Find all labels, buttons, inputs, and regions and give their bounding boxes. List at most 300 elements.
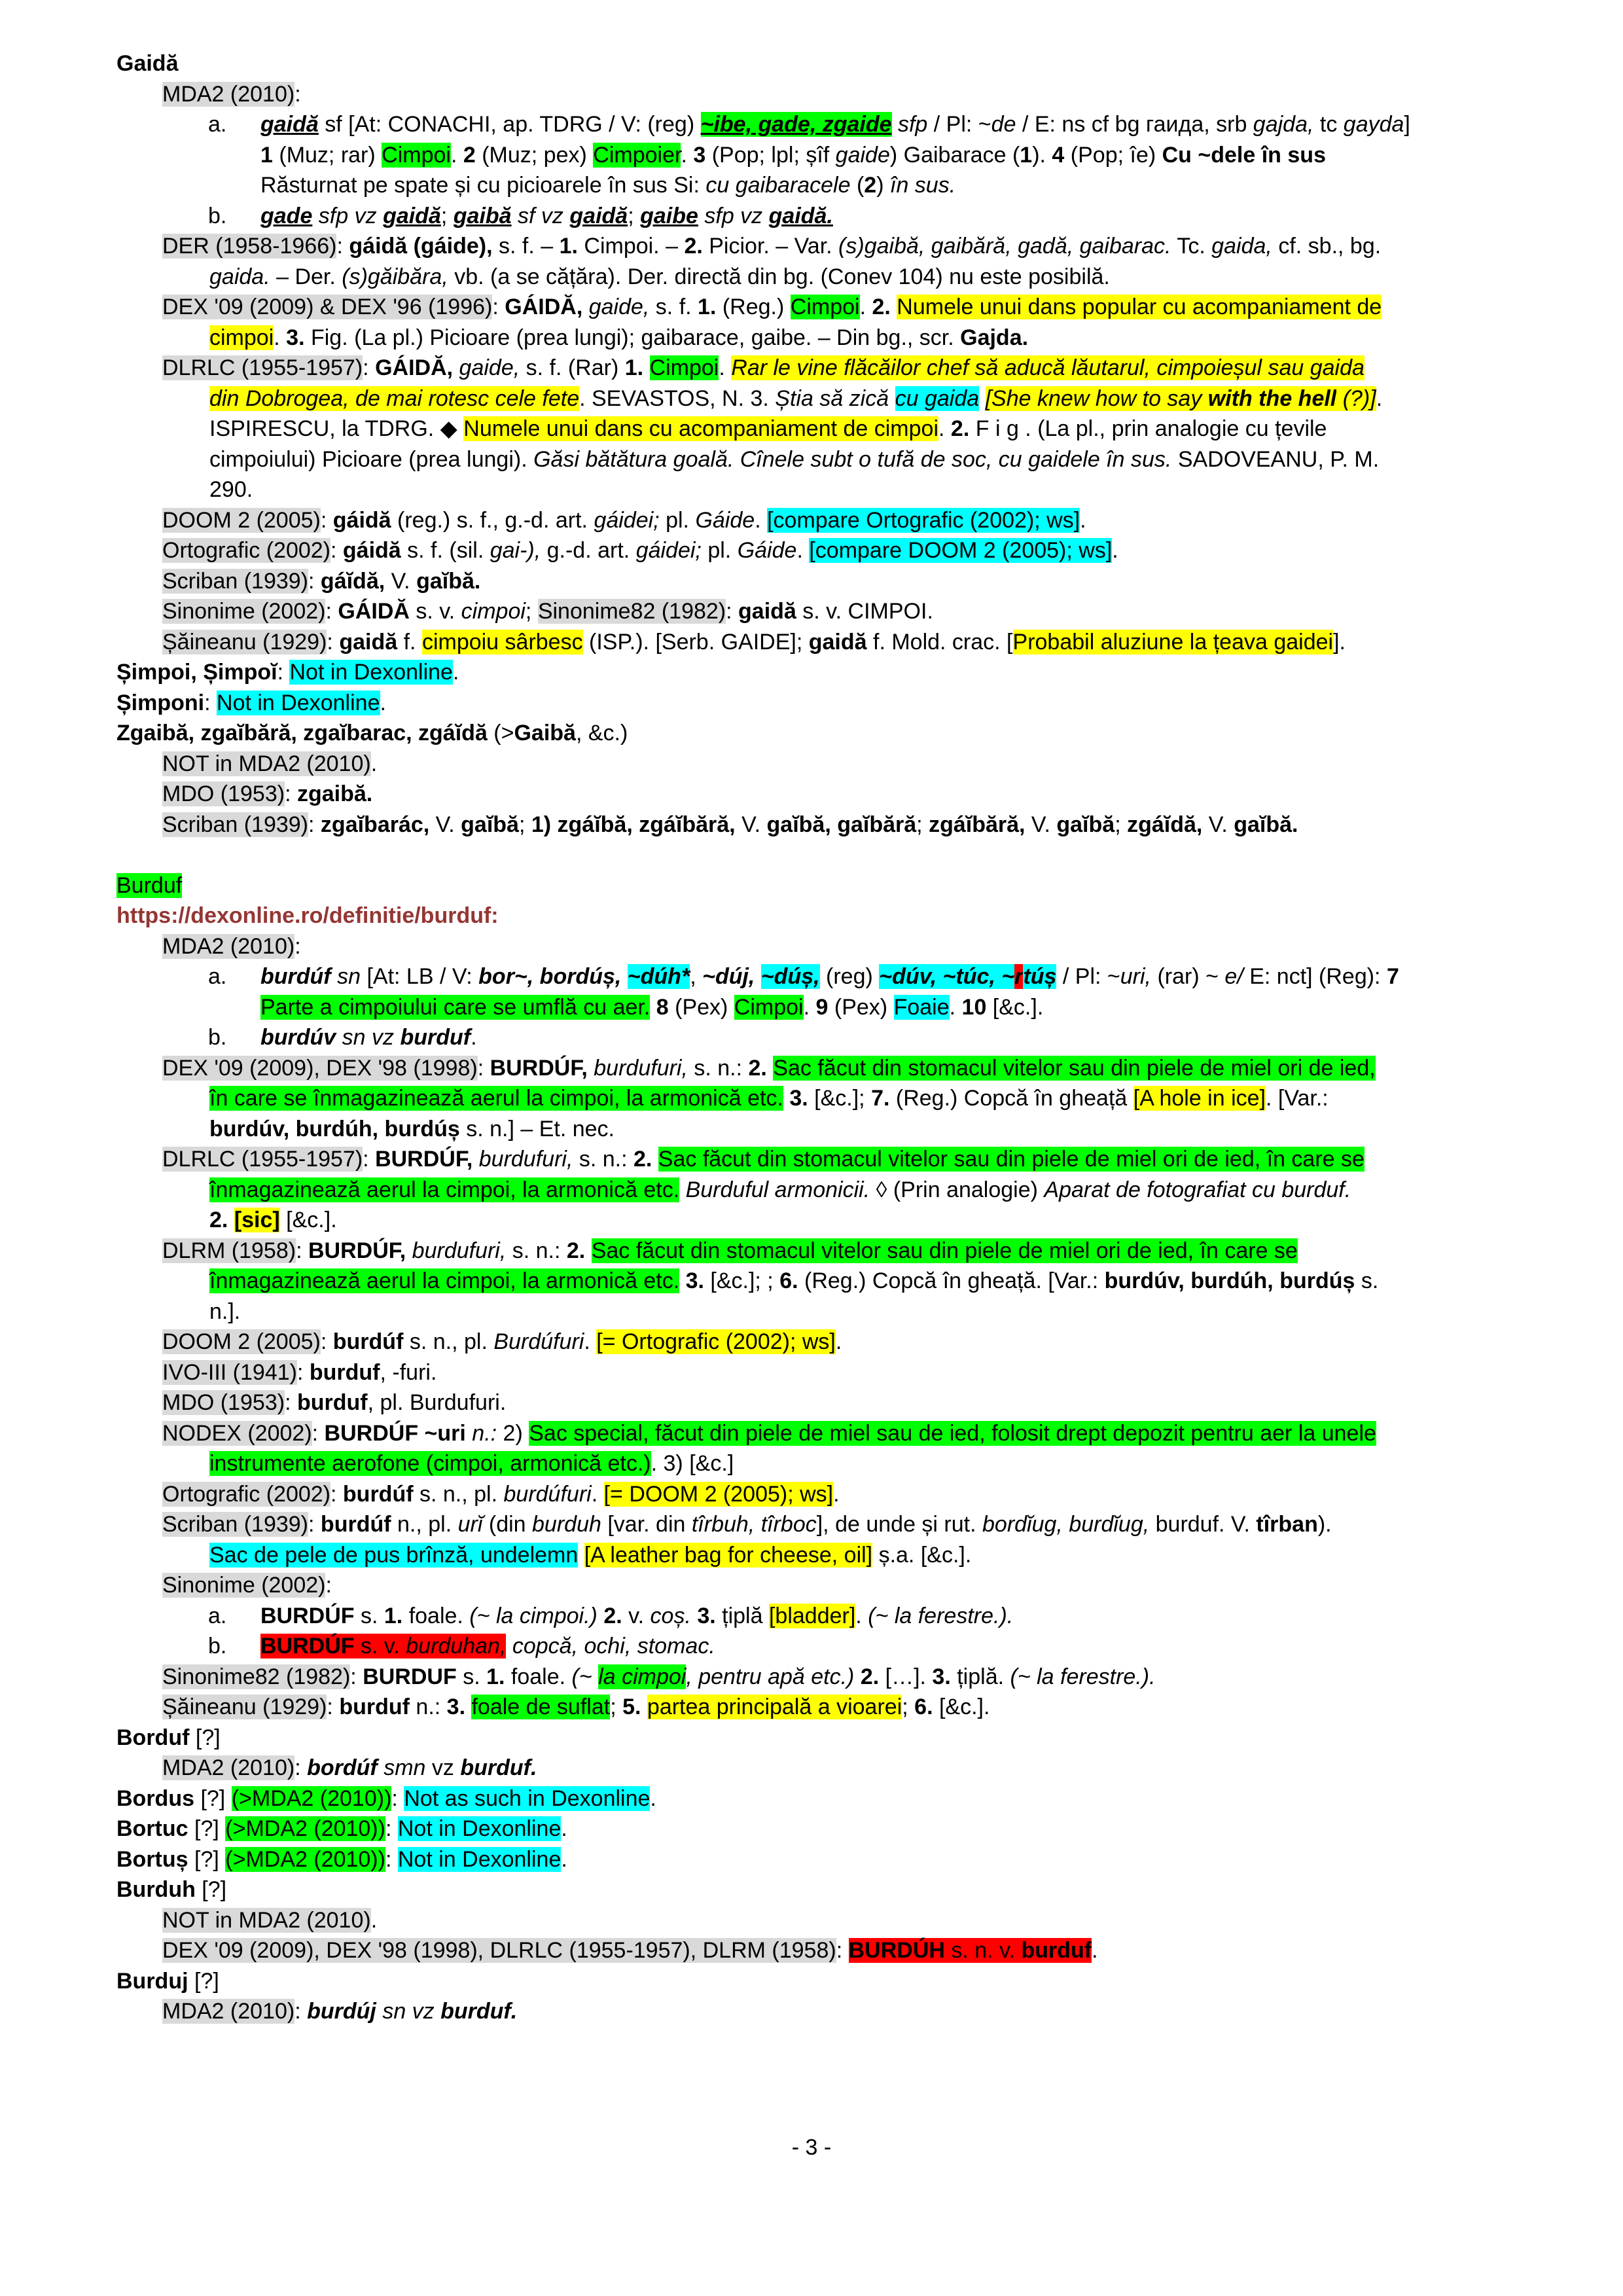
text-run: 2. — [684, 234, 703, 259]
text-run: înmagazinează aerul la cimpoi, la armonică etc. — [209, 1268, 680, 1293]
text-run: foale. — [402, 1603, 470, 1628]
text-run: burduf — [1021, 1938, 1092, 1963]
text-run: [var. din — [601, 1512, 692, 1537]
text-run: s. n., pl. — [413, 1481, 504, 1507]
text-run: : — [294, 1755, 308, 1780]
text-run: 9 — [815, 994, 829, 1020]
text-run: 3. — [789, 1086, 808, 1111]
text-run: ] — [1404, 112, 1410, 137]
text-run: gaibe — [640, 203, 698, 228]
text-run: : — [294, 933, 301, 959]
text-run: , pentru apă etc.) — [686, 1664, 855, 1689]
text-run: : — [363, 1147, 376, 1172]
text-run: E: nct] (Reg): — [1243, 964, 1387, 989]
text-run: țiplă — [715, 1603, 769, 1628]
text-run: ~túc, ~ — [942, 964, 1015, 989]
text-run: / Pl: ~ — [927, 112, 991, 137]
source-line — [116, 627, 1556, 658]
text-run: 10 — [961, 994, 987, 1020]
text-run: gáidă — [342, 538, 401, 563]
text-run: ; — [1115, 812, 1128, 837]
text-run: . — [755, 507, 768, 533]
text-run: burdufuri, — [478, 1147, 573, 1172]
text-run: (>MDA2 (2010)) — [231, 1785, 392, 1811]
list-item — [116, 1631, 1556, 1662]
text-run: sfp — [891, 112, 928, 137]
text-run: sn — [330, 964, 361, 989]
text-run: 1. — [698, 295, 717, 319]
text-run: gaĭbă. — [1234, 812, 1298, 837]
text-run: bordúf — [307, 1755, 378, 1780]
text-run: Sac făcut din stomacul vitelor sau din piele de miel ori de ied, — [773, 1055, 1376, 1081]
text-run: . — [938, 416, 951, 441]
text-run: (s)gaibă, gaibără, gadă, gaibarac. — [838, 234, 1171, 259]
text-run: Parte a cimpoiului care se umflă cu aer. — [260, 994, 651, 1020]
text-run: sfp vz — [698, 203, 769, 228]
text-run: (~ la cimpoi.) — [469, 1603, 597, 1628]
source-line — [116, 596, 1556, 627]
source-line — [116, 1418, 1556, 1449]
text-run: BURDÚF — [260, 1634, 355, 1659]
text-run: , — [690, 964, 703, 989]
text-run: v. — [622, 1603, 651, 1628]
text-run: s. f. (Rar) — [520, 355, 625, 380]
source-line — [116, 779, 1556, 810]
text-run: BURDUF — [363, 1664, 457, 1689]
text-run: sfp vz — [312, 203, 383, 228]
text-run: : — [385, 1816, 398, 1841]
text-run: : — [363, 355, 376, 380]
text-run: (rar) ~ — [1151, 964, 1225, 989]
text-run: V. — [429, 812, 461, 837]
entry-heading — [116, 1723, 1556, 1753]
text-run: ISPIRESCU, la TDRG. ◆ — [209, 416, 464, 441]
text-run: ; — [628, 203, 641, 228]
source-line — [116, 1662, 1556, 1693]
continuation-line — [116, 170, 1556, 201]
source-line — [116, 810, 1556, 840]
continuation-line — [116, 1448, 1556, 1479]
text-run: burdúv — [260, 1025, 336, 1050]
text-run — [578, 1543, 584, 1568]
text-run: Bordus — [116, 1785, 194, 1811]
text-run: . — [855, 1603, 868, 1628]
source-line — [116, 231, 1556, 262]
source-line — [116, 353, 1556, 384]
text-run: Șăineanu (1929) — [162, 1695, 327, 1719]
text-run: tîrbuh, tîrboc — [691, 1512, 817, 1537]
continuation-line — [116, 1175, 1556, 1206]
source-line — [116, 1327, 1556, 1357]
text-run: . — [370, 1907, 378, 1933]
text-run — [691, 1604, 697, 1628]
entry-heading — [116, 657, 1556, 688]
text-run: 2 — [463, 142, 476, 168]
text-run: gaida, — [1211, 234, 1272, 259]
text-run: GÁIDĂ — [338, 599, 410, 624]
text-run: [A hole in ice] — [1133, 1086, 1266, 1111]
text-run — [652, 1147, 658, 1172]
text-run: : — [836, 1938, 849, 1963]
text-run: ; — [518, 812, 531, 837]
text-run: (Pex) — [668, 994, 734, 1020]
text-run: cimpoiului) Picioare (prea lungi). — [209, 446, 534, 472]
text-run: 3 — [693, 142, 706, 168]
text-run: : — [330, 1481, 343, 1507]
entry-heading — [116, 870, 1556, 901]
text-run: . — [380, 690, 386, 715]
text-run — [891, 295, 897, 319]
text-run: ~ibe, gade, zgaide — [700, 112, 892, 137]
text-run: ]. — [1333, 629, 1346, 655]
text-run: DLRLC (1955-1957) — [162, 355, 363, 380]
continuation-line — [116, 414, 1556, 444]
text-run: 3. — [697, 1603, 716, 1628]
text-run: pl. — [659, 507, 696, 533]
text-run: with the hell — [1207, 386, 1337, 411]
text-run: MDA2 (2010) — [162, 81, 295, 107]
text-run: înmagazinează aerul la cimpoi, la armonică etc. — [209, 1177, 680, 1202]
text-run: burduf — [309, 1359, 380, 1385]
text-run: Gaibă — [514, 721, 576, 745]
text-run — [582, 295, 588, 319]
text-run: gaidă — [383, 203, 441, 228]
text-run — [650, 995, 656, 1020]
text-run: gaĭbă. — [416, 568, 481, 594]
text-run: (Pop; îe) — [1064, 142, 1162, 168]
text-run: 2 — [864, 173, 877, 198]
text-run: 1. — [486, 1664, 505, 1689]
text-run: burdúv, burdúh, burdúș — [1104, 1268, 1355, 1293]
text-run: s. v. — [354, 1634, 406, 1659]
text-run: . — [1376, 386, 1383, 411]
text-run: de — [991, 112, 1016, 137]
text-run: BURDÚF, — [308, 1238, 406, 1263]
text-run — [585, 1238, 591, 1263]
text-run: . — [561, 1846, 567, 1872]
text-run: burdúv, burdúh, burdúș — [209, 1116, 460, 1141]
text-run: s. n., pl. — [403, 1329, 494, 1354]
text-run: gaida. — [209, 264, 270, 289]
text-run: burduh — [532, 1512, 601, 1537]
document-page — [116, 48, 1556, 2027]
continuation-line — [116, 323, 1556, 353]
text-run — [679, 1177, 685, 1202]
dexonline-link[interactable] — [116, 901, 1556, 931]
source-line — [116, 1753, 1556, 1784]
text-run: zgáĭdă, — [1127, 812, 1203, 837]
text-run: : — [296, 1238, 308, 1263]
text-run: [compare Ortografic (2002); ws] — [767, 507, 1080, 533]
text-run: sf — [318, 112, 349, 137]
continuation-line — [116, 140, 1556, 171]
text-run: coș. — [650, 1603, 691, 1628]
source-line — [116, 1479, 1556, 1510]
text-run: [&c.]. — [933, 1695, 990, 1719]
text-run: Gáide — [737, 538, 797, 563]
text-run: gáidei; — [635, 538, 702, 563]
text-run: : — [204, 690, 217, 715]
text-run: n.: — [472, 1420, 497, 1446]
text-run: gade — [260, 203, 313, 228]
text-run: . — [1092, 1938, 1098, 1963]
text-run: la cimpoi — [598, 1664, 687, 1689]
text-run: . — [1080, 507, 1086, 533]
text-run: [?] — [188, 1846, 226, 1872]
text-run: DER (1958-1966) — [162, 234, 337, 259]
continuation-line — [116, 384, 1556, 414]
text-run: 6. — [914, 1695, 933, 1719]
text-run: . — [650, 1785, 656, 1811]
text-run: : — [492, 295, 505, 319]
text-run: . — [833, 1481, 840, 1507]
text-run: BURDÚF, — [490, 1055, 588, 1081]
text-run: 1. — [559, 234, 578, 259]
text-run: s. — [456, 1664, 487, 1689]
text-run: : — [308, 1512, 321, 1537]
text-run: 1 — [1020, 142, 1033, 168]
text-run: zgaibă. — [296, 781, 373, 806]
text-run: Bortuc — [116, 1816, 188, 1841]
text-run: [A leather bag for cheese, oil] — [584, 1542, 873, 1568]
text-run: tc — [1313, 112, 1344, 137]
text-run: s. n.: — [687, 1055, 749, 1081]
text-run: 1. — [624, 355, 644, 380]
text-run: : — [327, 1695, 340, 1719]
text-run: ~dúj, — [702, 964, 761, 989]
text-run: : — [385, 1846, 398, 1872]
text-run: gajda, — [1253, 112, 1314, 137]
text-run: . 3) [&c.] — [651, 1451, 734, 1476]
text-run: ). — [1032, 142, 1052, 168]
text-run: cu gaida — [895, 386, 980, 411]
text-run: Șimpoi, Șimpoĭ — [116, 660, 277, 685]
text-run: / E: ns cf bg гаида, srb — [1016, 112, 1253, 137]
text-run: 7 — [1386, 964, 1399, 989]
text-run: DOOM 2 (2005) — [162, 507, 321, 533]
text-run: : — [477, 1055, 490, 1081]
text-run: burduf. V. — [1149, 1512, 1257, 1537]
text-run: burdúj — [307, 1999, 376, 2024]
continuation-line — [116, 1266, 1556, 1297]
source-line — [116, 566, 1556, 597]
text-run: 2) — [497, 1420, 529, 1446]
text-run: Rar le vine flăcăilor chef să aducă lăutarul, cimpoieșul sau gaida — [731, 355, 1364, 380]
text-run: (Muz; pex) — [475, 142, 594, 168]
text-run: gáidă — [332, 507, 391, 533]
text-run: cf. sb., bg. — [1272, 234, 1382, 259]
text-run: Sinonime82 (1982) — [162, 1664, 351, 1689]
text-run — [406, 1238, 412, 1263]
text-run: 2. — [950, 416, 970, 441]
text-run: cimpoiu sârbesc — [421, 629, 583, 655]
text-run: 3. — [286, 325, 305, 350]
text-run: din Dobrogea, de mai rotesc cele fete — [209, 386, 580, 411]
continuation-line — [116, 992, 1556, 1023]
text-run: 2. — [872, 295, 891, 319]
text-run: [?] — [188, 1968, 219, 1994]
text-run: n., pl. — [391, 1512, 458, 1537]
continuation-line — [116, 475, 1556, 505]
text-run: Scriban (1939) — [162, 812, 309, 837]
text-run: : — [277, 660, 290, 685]
text-run: Sinonime (2002) — [162, 1573, 326, 1598]
text-run: DLRM (1958) — [162, 1238, 296, 1263]
list-marker: a. — [208, 112, 227, 137]
text-run: . — [859, 295, 872, 319]
text-run: ( — [850, 173, 865, 198]
text-run: gaide, — [459, 355, 520, 380]
text-run: : — [350, 1664, 363, 1689]
list-item — [116, 1022, 1556, 1053]
text-run: ~dúh* — [627, 964, 690, 989]
text-run: . — [835, 1329, 842, 1354]
text-run: (> — [487, 721, 514, 745]
text-run: Burduful armonicii. — [685, 1177, 870, 1202]
text-run: Cimpoi — [649, 355, 719, 380]
text-run: burduf. — [460, 1755, 537, 1780]
text-run: . — [370, 751, 378, 776]
text-run: (s)găibăra, — [342, 264, 448, 289]
text-run: [= DOOM 2 (2005); ws] — [603, 1481, 834, 1507]
text-run: Știa să zică — [775, 386, 889, 411]
text-run: Răsturnat pe spate și cu picioarele în sus Si: — [260, 173, 706, 198]
text-run: Not in Dexonline — [217, 690, 380, 715]
text-run: ; — [525, 599, 538, 624]
text-run: partea principală a vioarei — [647, 1695, 902, 1719]
text-run: ; — [916, 812, 929, 837]
text-run: Scriban (1939) — [162, 568, 309, 594]
text-run: gaidă — [569, 203, 628, 228]
source-line — [116, 1935, 1556, 1966]
text-run: ; — [610, 1695, 623, 1719]
text-run: Sac special, făcut din piele de miel sau de ied, folosit drept depozit pentru aer la unele — [529, 1420, 1376, 1446]
entry-heading — [116, 1844, 1556, 1875]
text-run: Zgaibă, zgaĭbără, zgaĭbarac, zgáĭdă — [116, 721, 488, 745]
text-run: ; — [440, 203, 454, 228]
text-run: [&c.]. — [279, 1208, 337, 1232]
text-run: (ISP.). [Serb. GAIDE]; — [582, 629, 809, 655]
text-run: s. v. — [409, 599, 461, 624]
source-line — [116, 1905, 1556, 1936]
text-run: . — [719, 355, 732, 380]
text-run: (reg.) s. f., g.-d. art. — [391, 507, 594, 533]
text-run: ) Gaibarace ( — [889, 142, 1020, 168]
text-run: gaide, — [588, 295, 650, 319]
text-run: F i g . (La pl., prin analogie cu țevile — [969, 416, 1327, 441]
text-run: Burduh — [116, 1877, 196, 1902]
text-run: s. n.: — [573, 1147, 633, 1172]
text-run: : — [330, 538, 343, 563]
entry-heading — [116, 1874, 1556, 1905]
text-run: 4 — [1052, 142, 1065, 168]
text-run: : — [296, 1359, 310, 1385]
text-run: (?)] — [1336, 386, 1376, 411]
source-line — [116, 1053, 1556, 1084]
source-line — [116, 1570, 1556, 1601]
text-run: țiplă. — [950, 1664, 1010, 1689]
text-run: , -furi. — [380, 1359, 437, 1385]
text-run: burduf — [296, 1390, 368, 1415]
text-run: Sinonime (2002) — [162, 599, 326, 624]
text-run: Tc. — [1171, 234, 1212, 259]
text-run: Cimpoier — [593, 142, 681, 168]
text-run: Cimpoi — [382, 142, 451, 168]
text-run: instrumente aerofone (cimpoi, armonică etc.) — [209, 1451, 651, 1476]
text-run: : — [294, 1999, 308, 2024]
text-run: urĭ — [457, 1512, 483, 1537]
text-run: 7. — [871, 1086, 890, 1111]
text-run: gaidă — [808, 629, 867, 655]
text-run: ◊ (Prin analogie) — [870, 1177, 1044, 1202]
text-run: Sac făcut din stomacul vitelor sau din piele de miel ori de ied, în care se — [591, 1238, 1298, 1263]
text-run: : — [308, 812, 321, 837]
text-run: 6. — [779, 1268, 798, 1293]
text-run: 1 — [260, 142, 273, 168]
text-run: : — [391, 1785, 404, 1811]
text-run: Not in Dexonline — [289, 660, 453, 685]
text-run: (>MDA2 (2010)) — [225, 1816, 385, 1841]
text-run: s. n. v. — [944, 1938, 1022, 1963]
text-run: 2. — [633, 1147, 652, 1172]
text-run: s. f. (sil. — [401, 538, 490, 563]
text-run: în care se înmagazinează aerul la cimpoi, la armonică etc. — [209, 1086, 783, 1111]
continuation-line — [116, 1205, 1556, 1236]
text-run: (Pop; lpl; șîf — [705, 142, 836, 168]
text-run: vz — [431, 1755, 461, 1780]
text-run: ). — [1317, 1512, 1332, 1537]
text-run: : — [285, 781, 297, 806]
text-run: MDA2 (2010) — [162, 1755, 295, 1780]
text-run: gaidă — [738, 599, 796, 624]
text-run: GÁIDĂ, — [505, 295, 583, 319]
list-marker: b. — [208, 1025, 227, 1050]
text-run — [466, 1421, 472, 1446]
list-item — [116, 109, 1556, 140]
text-run: , &c.) — [575, 721, 628, 745]
text-run: MDO (1953) — [162, 781, 285, 806]
text-run: : — [308, 568, 321, 594]
text-run: Gáide — [695, 507, 755, 533]
text-run: 3. — [932, 1664, 951, 1689]
text-run: Ortografic (2002) — [162, 538, 330, 563]
text-run: : — [327, 629, 340, 655]
text-run: 2. — [603, 1603, 622, 1628]
text-run: în sus. — [890, 173, 956, 198]
text-run: 2. — [209, 1208, 228, 1232]
text-run: cimpoi — [461, 599, 526, 624]
text-run: foale de suflat — [471, 1695, 611, 1719]
text-run: gaĭbă — [461, 812, 519, 837]
text-run: Picior. – Var. — [702, 234, 839, 259]
text-run: . — [796, 538, 810, 563]
list-marker: b. — [208, 203, 227, 228]
text-run: Sac de pele de pus brînză, undelemn — [209, 1542, 579, 1568]
text-run: burdúfuri — [503, 1481, 592, 1507]
text-run — [767, 1056, 773, 1081]
text-run: SADOVEANU, P. M. — [1171, 446, 1380, 472]
source-line — [116, 1996, 1556, 2027]
text-run: sn vz — [336, 1025, 401, 1050]
source-line — [116, 1357, 1556, 1388]
text-run: . — [949, 994, 962, 1020]
text-run: 3. — [446, 1695, 466, 1719]
text-run: (~ la ferestre.). — [1010, 1664, 1156, 1689]
text-run: s. v. CIMPOI. — [796, 599, 933, 624]
text-run: uri, — [1120, 964, 1151, 989]
text-run: , pl. Burdufuri. — [367, 1390, 507, 1415]
text-run: ) — [876, 173, 890, 198]
